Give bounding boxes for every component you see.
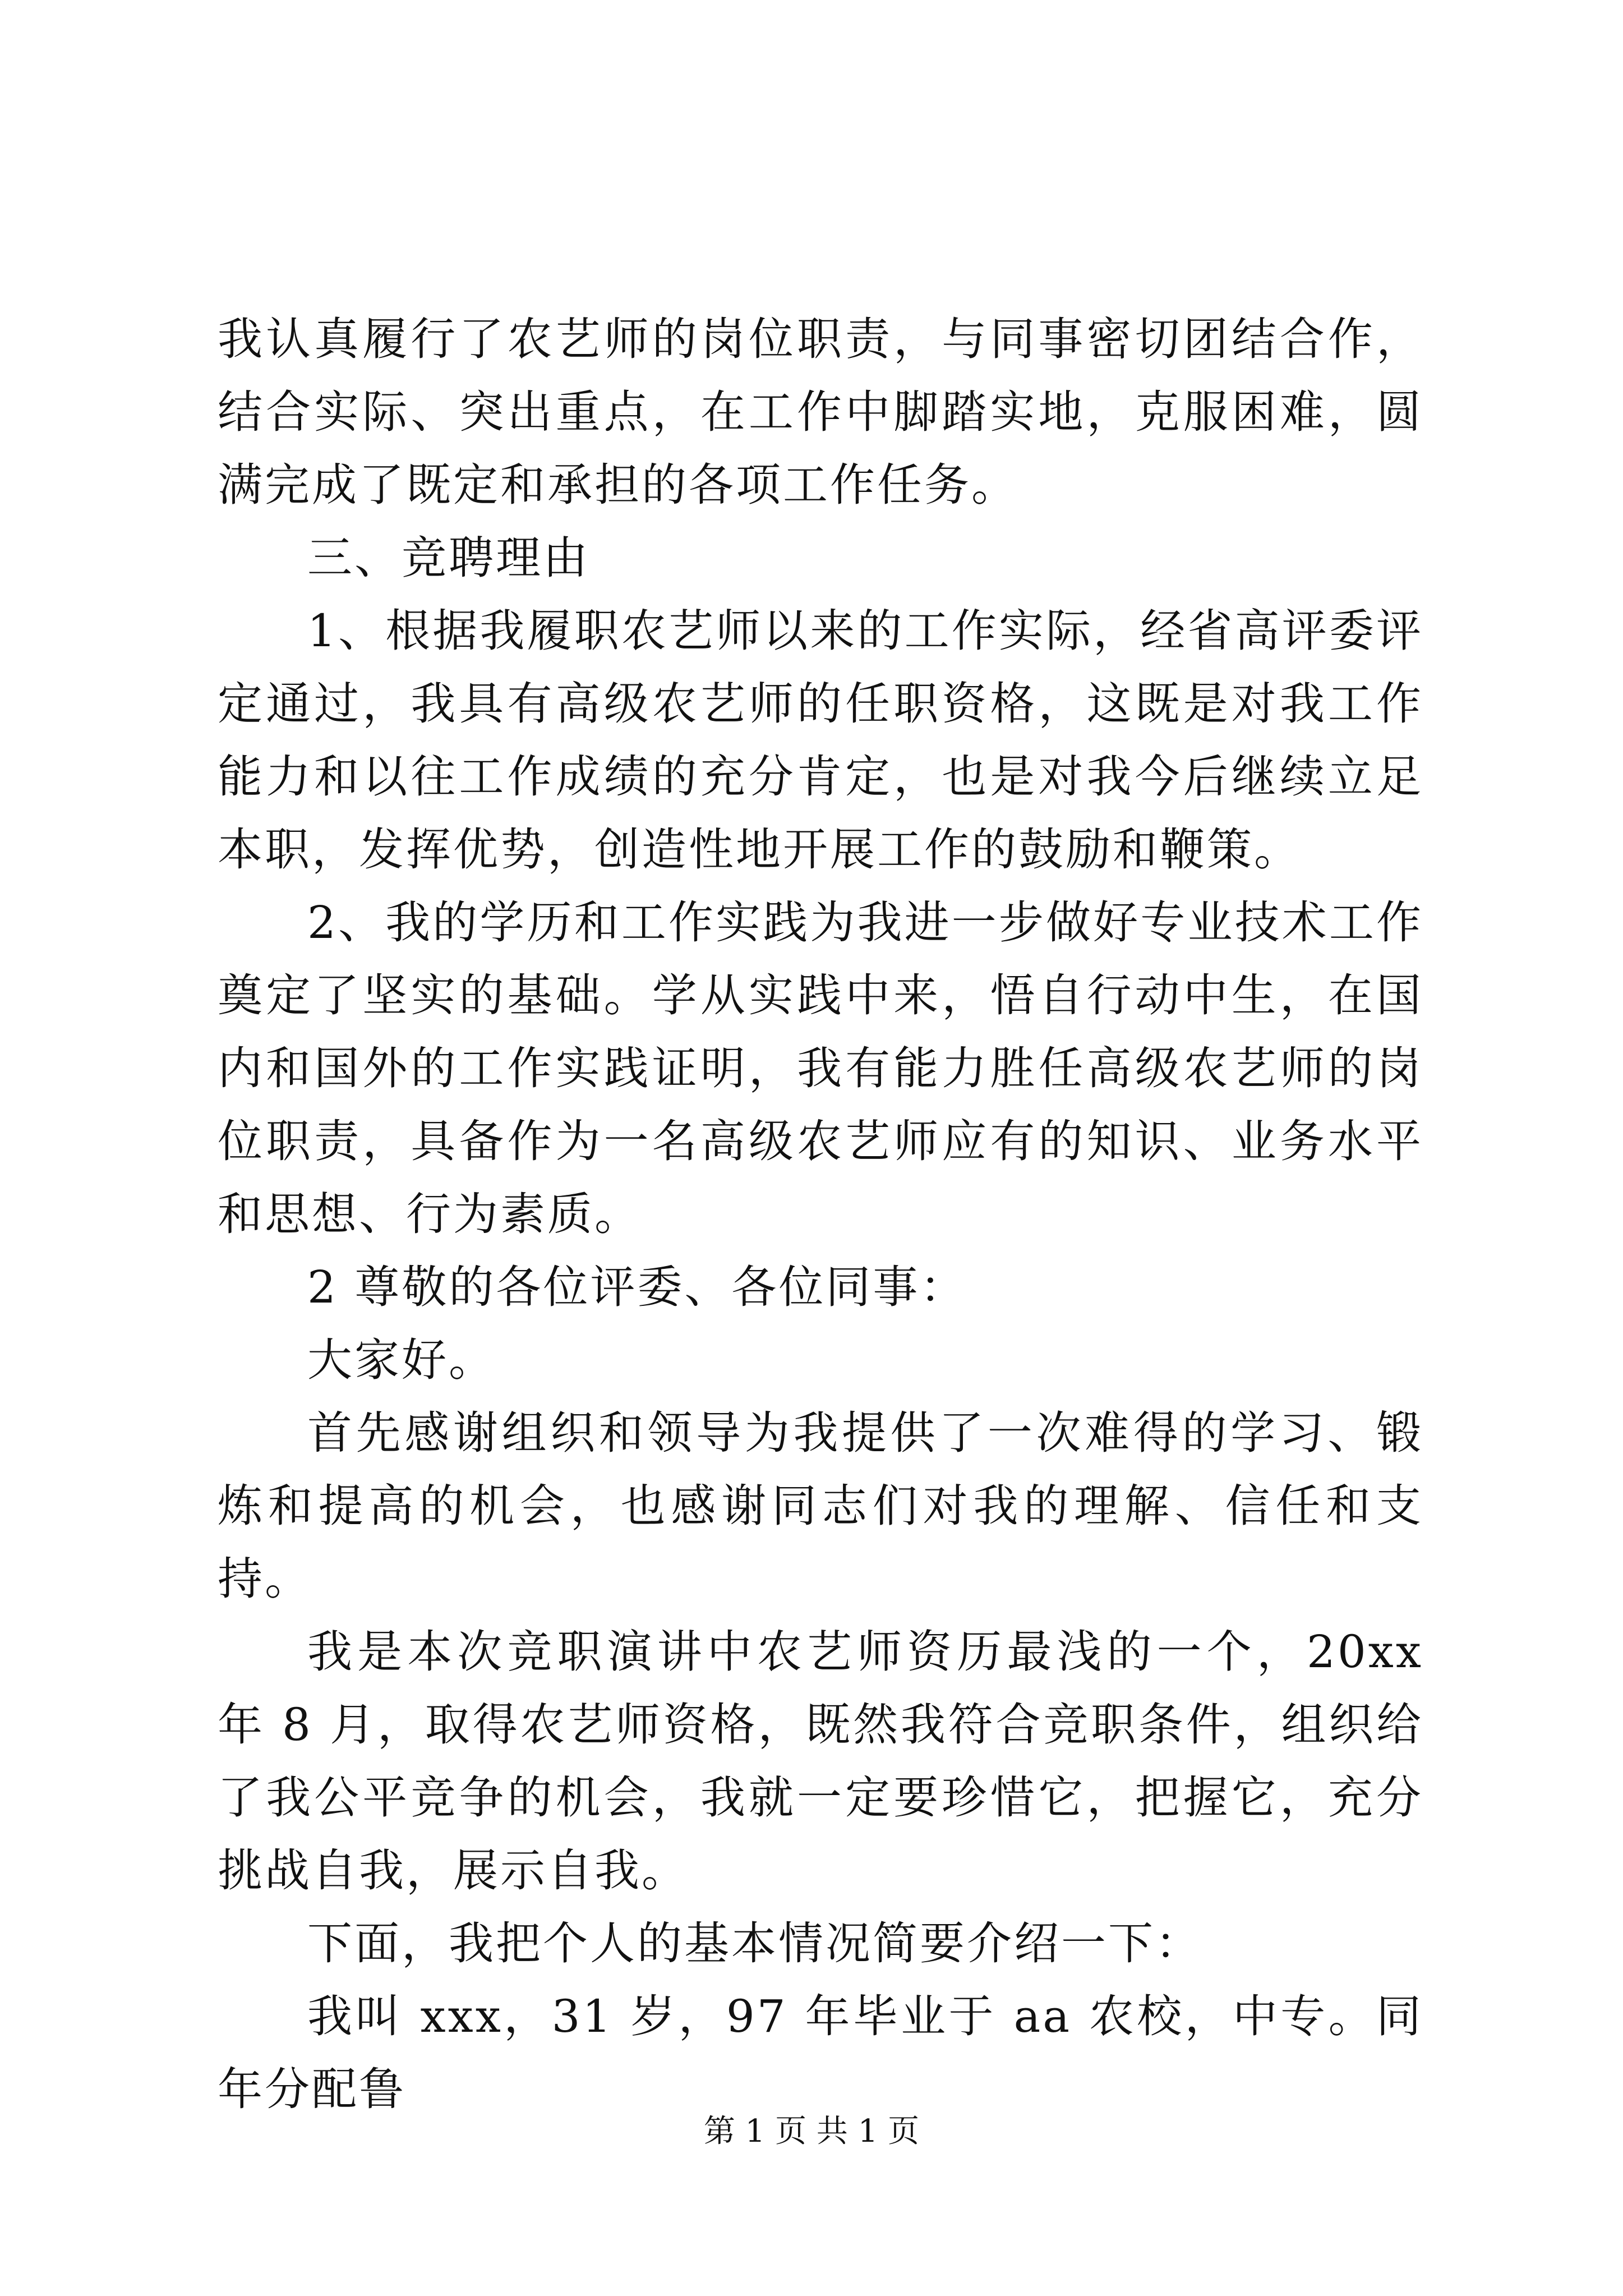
paragraph-1: 我认真履行了农艺师的岗位职责，与同事密切团结合作，结合实际、突出重点，在工作中脚踏实地，克服困难，圆满完成了既定和承担的各项工作任务。 xyxy=(218,313,1423,511)
paragraph-bio: 我叫 xxx，31 岁，97 年毕业于 aa 农校，中专。同年分配鲁 xyxy=(218,1990,1423,2115)
salutation: 2 尊敬的各位评委、各位同事： xyxy=(307,1261,967,1313)
page-footer: 第 1 页 共 1 页 xyxy=(703,2113,920,2150)
paragraph-reason-2: 2、我的学历和工作实践为我进一步做好专业技术工作奠定了坚实的基础。学从实践中来，悟自行动中生，在国内和国外的工作实践证明，我有能力胜任高级农艺师的岗位职责，具备作为一名高级农艺师应有的知识、业务水平和思想、行为素质。 xyxy=(218,896,1423,1240)
greeting: 大家好。 xyxy=(307,1334,496,1386)
paragraph-qualification: 我是本次竞职演讲中农艺师资历最浅的一个，20xx 年 8 月，取得农艺师资格，既然我符合竞职条件，组织给了我公平竞争的机会，我就一定要珍惜它，把握它，充分挑战自我，展示自我。 xyxy=(218,1626,1440,1897)
document-body xyxy=(218,303,1440,2126)
paragraph-reason-1: 1、根据我履职农艺师以来的工作实际，经省高评委评定通过，我具有高级农艺师的任职资格，这既是对我工作能力和以往工作成绩的充分肯定，也是对我今后继续立足本职，发挥优势，创造性地开展工作的鼓励和鞭策。 xyxy=(218,605,1423,876)
section-heading-reasons: 三、竞聘理由 xyxy=(307,532,590,584)
paragraph-intro: 下面，我把个人的基本情况简要介绍一下： xyxy=(307,1917,1202,1970)
paragraph-thanks: 首先感谢组织和领导为我提供了一次难得的学习、锻炼和提高的机会，也感谢同志们对我的理解、信任和支持。 xyxy=(218,1407,1423,1605)
